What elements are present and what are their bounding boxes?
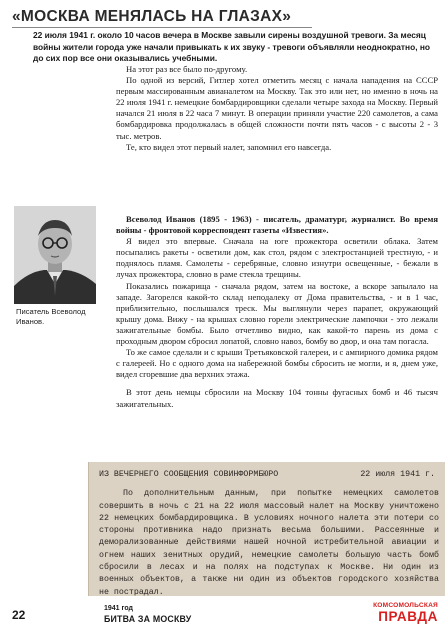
author-bio: Всеволод Иванов (1895 - 1963) - писатель, драматург, журналист. Во время войны - фронтовой корреспондент газеты «Известия». — [116, 214, 438, 236]
body-paragraph: По одной из версий, Гитлер хотел отметить месяц с начала нападения на СССР первым массированным авианалетом на Москву. Так это или нет, но именно в ночь на 22 июля 1941 г. немецкие бомбардировщики сделали четыре захода на Москву. Первый начался 21 июля в 22 часа 7 минут. В операции приняли участие 220 самолетов, а сама бомбардировка продолжалась в общей сложности почти пять часов - с высоты 2 - 3 тыс. метров. — [116, 75, 438, 141]
clipping-date: 22 июля 1941 г. — [360, 470, 435, 479]
body-paragraph: То же самое сделали и с крыши Третьяковской галереи, и с ампирного домика рядом с галереей. Но с одного дома на набережной бомбы сбросить не могли, и я, днем уже, видел сгоревшие два верхних этажа. — [116, 347, 438, 380]
clipping-body — [99, 488, 439, 596]
clipping-heading: ИЗ ВЕЧЕРНЕГО СООБЩЕНИЯ СОВИНФОРМБЮРО — [99, 470, 279, 479]
memoir-section — [116, 214, 438, 410]
body-paragraph: Те, кто видел этот первый налет, запомнил его навсегда. — [126, 141, 332, 152]
newspaper-clipping — [88, 462, 445, 596]
portrait-illustration — [14, 206, 96, 304]
intro-body — [116, 64, 438, 153]
brand-logo-top: КОМСОМОЛЬСКАЯ — [373, 602, 438, 609]
clipping-text: По дополнительным данным, при попытке немецких самолетов совершить в ночь с 21 на 22 июля массовый налет на Москву уничтожено 22 немецких бомбардировщика. В условиях ночного налета эти потери со стороны противника надо признать весьма большими. Рассеянные и деморализованные действиями нашей ночной истребительной авиации и огнем наших зенитных орудий, немецкие самолеты большую часть бомб сбросили в лесах и на полях на подступах к Москве. Ни один из военных объектов, а также ни один из объектов городского хозяйства не пострадал. — [99, 489, 439, 596]
body-paragraph: Я видел это впервые. Сначала на юге прожектора осветили облака. Затем посыпались ракеты - осветили дом, как стол, рядом с электростанцией трестную, - и поднялось пламя. Самолеты - серебряные, словно изнутри освещенные, - бежали в лучах прожектора, словно в раме стекла трещины. — [116, 236, 438, 280]
body-paragraph: Показались пожарища - сначала рядом, затем на востоке, а вскоре запылало на западе. Загорелся какой-то склад неподалеку от Дома правительства, - и в 1 час, приблизительно, послышался треск. Мы выглянули через парапет, окружающий крышу дома. Вижу - на крышах словно горели электрические лампочки - это лежали зажигательные бомбы. Было отчетливо видно, как какой-то парень из дома с проходным двором сбросил лопатой, словно навоз, бомбу во двор, и она там погасла. — [116, 280, 438, 347]
portrait-photo — [14, 206, 96, 304]
article-header — [12, 8, 437, 28]
portrait-caption: Писатель Всеволод Иванов. — [16, 307, 86, 326]
clipping-content — [99, 469, 439, 596]
page-footer — [0, 598, 445, 629]
footer-year: 1941 год — [104, 605, 133, 612]
page-number: 22 — [12, 608, 26, 622]
clipping-header — [99, 469, 439, 481]
title-underline — [12, 27, 312, 28]
footer-series-title: БИТВА ЗА МОСКВУ — [104, 614, 192, 624]
body-paragraph: На этот раз все было по-другому. — [126, 64, 248, 74]
lead-paragraph: 22 июля 1941 г. около 10 часов вечера в Москве завыли сирены воздушной тревоги. За месяц войны жители города уже начали привыкать к их звуку - тревоги объявляли неоднократно, но до сих пор все они оказывались учебными. — [33, 30, 431, 64]
brand-logo-bottom: ПРАВДА — [378, 609, 438, 624]
brand-logo — [360, 602, 438, 624]
article-title: «МОСКВА МЕНЯЛАСЬ НА ГЛАЗАХ» — [12, 8, 292, 25]
closing-paragraph: В этот день немцы сбросили на Москву 104 тонны фугасных бомб и 46 тысяч зажигательных. — [116, 387, 438, 409]
